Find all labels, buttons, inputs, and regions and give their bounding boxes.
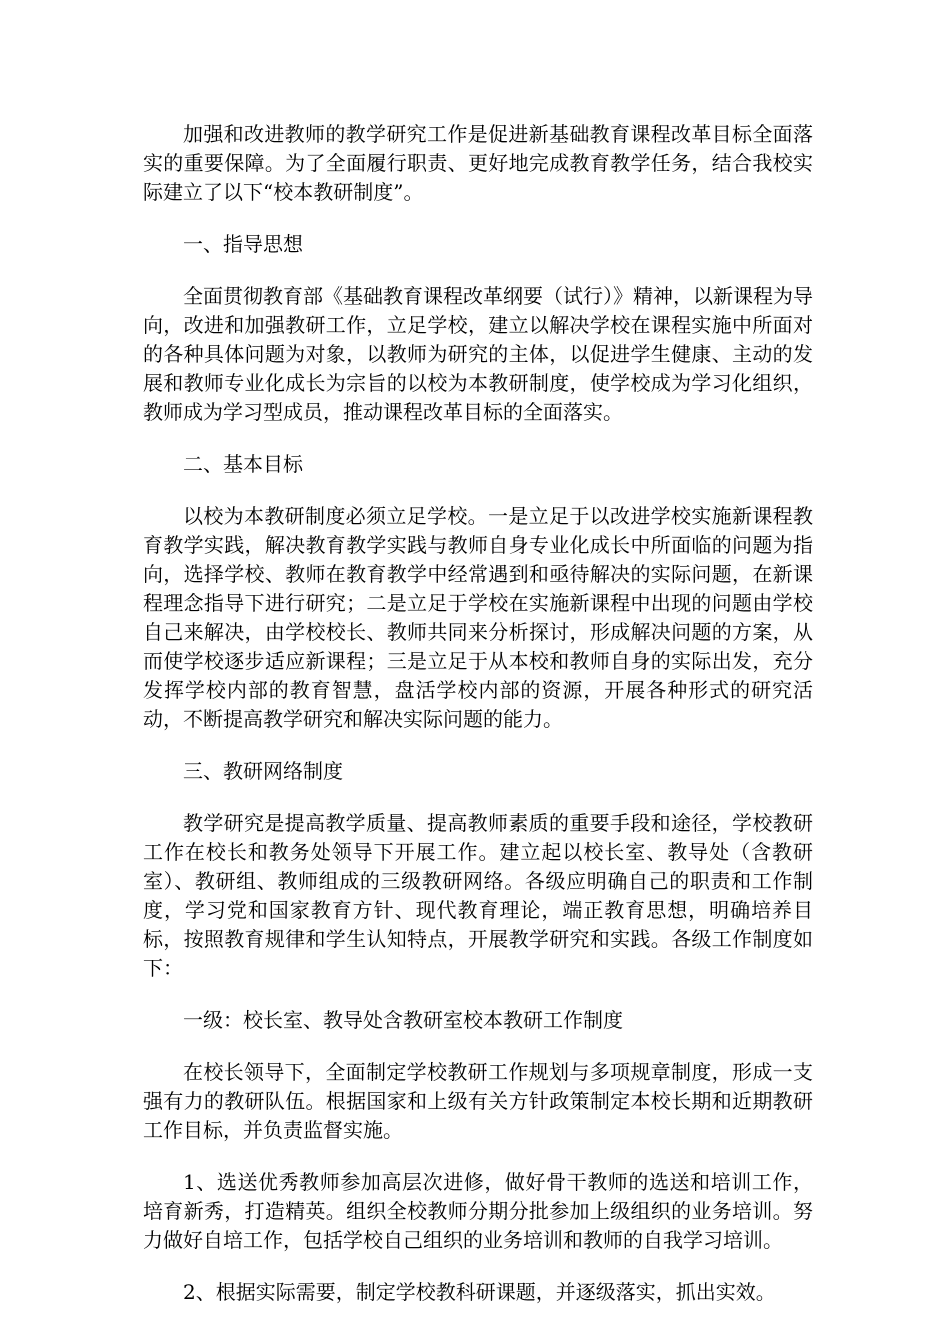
document-body (143, 120, 813, 1330)
research-network-paragraph: 教学研究是提高教学质量、提高教师素质的重要手段和途径，学校教研工作在校长和教务处领导下开展工作。建立起以校长室、教导处（含教研室）、教研组、教师组成的三级教研网络。各级应明确自己的职责和工作制度，学习党和国家教育方针、现代教育理论，端正教育思想，明确培养目标，按照教育规律和学生认知特点，开展教学研究和实践。各级工作制度如下： (143, 811, 813, 980)
section-heading-guiding-ideology: 一、指导思想 (183, 232, 303, 256)
list-item-1: 1、选送优秀教师参加高层次进修，做好骨干教师的选送和培训工作，培育新秀，打造精英。组织全校教师分期分批参加上级组织的业务培训。努力做好自培工作，包括学校自己组织的业务培训和教师的自我学习培训。 (143, 1170, 813, 1252)
intro-paragraph: 加强和改进教师的教学研究工作是促进新基础教育课程改革目标全面落实的重要保障。为了全面履行职责、更好地完成教育教学任务，结合我校实际建立了以下“校本教研制度”。 (143, 122, 813, 204)
section-heading-research-network: 三、教研网络制度 (183, 759, 343, 783)
guiding-ideology-paragraph: 全面贯彻教育部《基础教育课程改革纲要（试行）》精神，以新课程为导向，改进和加强教研工作，立足学校，建立以解决学校在课程实施中所面对的各种具体问题为对象，以教师为研究的主体，以促进学生健康、主动的发展和教师专业化成长为宗旨的以校为本教研制度，使学校成为学习化组织，教师成为学习型成员，推动课程改革目标的全面落实。 (143, 284, 813, 424)
basic-goals-paragraph: 以校为本教研制度必须立足学校。一是立足于以改进学校实施新课程教育教学实践，解决教育教学实践与教师自身专业化成长中所面临的问题为指向，选择学校、教师在教育教学中经常遇到和亟待解决的实际问题，在新课程理念指导下进行研究；二是立足于学校在实施新课程中出现的问题由学校自己来解决，由学校校长、教师共同来分析探讨，形成解决问题的方案，从而使学校逐步适应新课程；三是立足于从本校和教师自身的实际出发，充分发挥学校内部的教育智慧，盘活学校内部的资源，开展各种形式的研究活动，不断提高教学研究和解决实际问题的能力。 (143, 504, 813, 731)
list-item-2: 2、根据实际需要，制定学校教科研课题，并逐级落实，抓出实效。 (183, 1280, 776, 1304)
subsection-heading-level-one: 一级：校长室、教导处含教研室校本教研工作制度 (183, 1008, 623, 1032)
section-heading-basic-goals: 二、基本目标 (183, 452, 303, 476)
level-one-paragraph: 在校长领导下，全面制定学校教研工作规划与多项规章制度，形成一支强有力的教研队伍。根据国家和上级有关方针政策制定本校长期和近期教研工作目标，并负责监督实施。 (143, 1060, 813, 1142)
